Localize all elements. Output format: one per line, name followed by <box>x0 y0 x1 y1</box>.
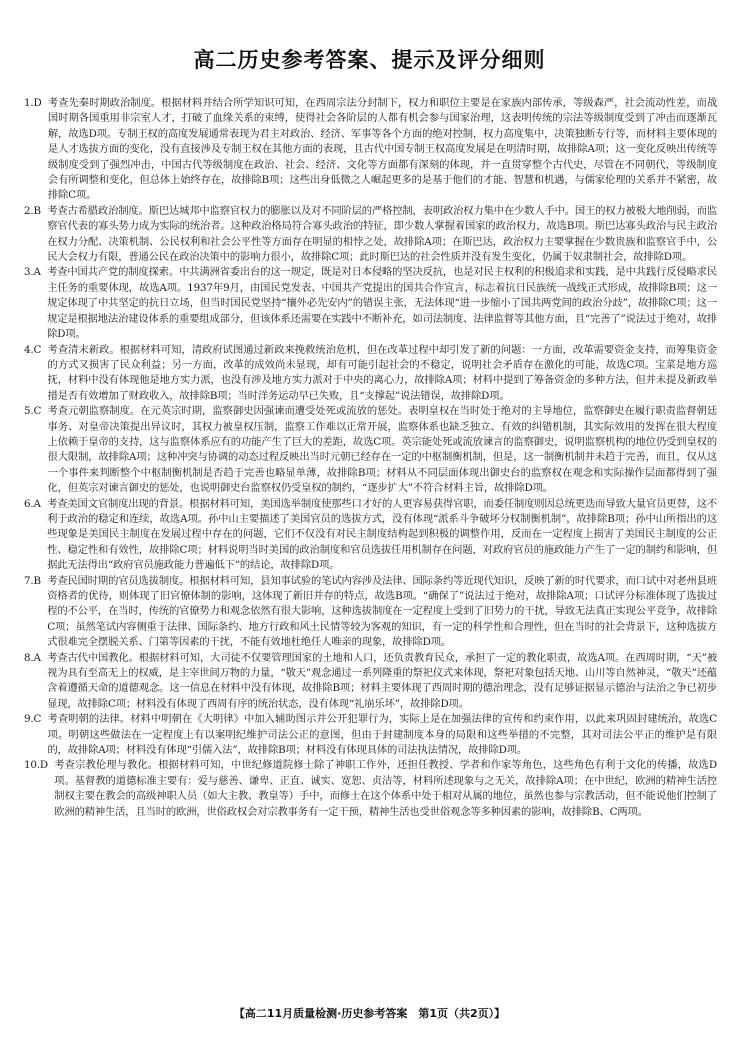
answer-explanation: 考查明朝的法律。材料中明朝在《大明律》中加入辅助图示并公开犯罪行为，实际上是在加强法律的宣传和约束作用，以此来巩固封建统治，故选C项。明朝这些做法在一定程度上有以案明纪维护司法公正的意图，但由于封建制度本身的局限和这些举措的不完整，其对司法公平正的维护是有限的，故排除A项；材料没有体现“引儒入法”，故排除B项；材料没有体现具体的司法执法情况，故排除D项。 <box>47 713 717 757</box>
answer-number: 7.B <box>24 574 48 587</box>
answer-explanation: 考查民国时期的官员选拔制度。根据材料可知，县知事试验的笔试内容涉及法律、国际条约等近现代知识，反映了新的时代要求，而口试中对老州县班资格者的优待，则体现了旧官僚体制的影响，这体现了新旧并存的特点，故选B项。“确保了”说法过于绝对，故排除A项；口试评分标准体现了选拔过程的不公平，在当时，传统的官僚势力和观念依然有很大影响，这种选拔制度在一定程度上受到了旧势力的干扰，导致无法真正实现公平竞争，故排除C项；虽然笔试内容侧重于法律、国际条约、地方行政和风土民情等较为客观的知识，有一定的科学性和合理性，但在当时的社会背景下，这种选拔方式很难完全摆脱关系、门第等因素的干扰，不能有效地杜绝任人唯亲的现象，故排除D项。 <box>47 574 717 649</box>
answer-explanation: 考查古代中国教化。根据材料可知，大司徒不仅要管理国家的土地和人口，还负责教育民众，承担了一定的教化职责，故选A项。在西周时期，“天”被视为具有至高无上的权威，是主宰世间万物的力量，“敬天”观念通过一系列隆重的祭祀仪式来体现，祭祀对象包括天地、山川等自然神灵，“敬天”还蕴含着遵循天命的道德观念。这一信息在材料中没有体现，故排除B项；材料主要体现了西周时期的德治理念，没有足够证据显示德治与法治之争已初步显现，故排除C项；材料没有体现了西周有序的统治状态，没有体现“礼崩乐坏”，故排除D项。 <box>47 651 717 710</box>
answer-explanation: 考查美国文官制度出现的背景。根据材料可知，美国选举制度使那些口才好的人更容易获得官职，而委任制度则因总统更迭而导致大量官员更替，这不利于政治的稳定和连续，故选A项。孙中山主要描述了美国官员的选拔方式，没有体现“派系斗争破坏分权制衡机制”，故排除B项；孙中山所指出的这些现象是美国民主制度在发展过程中存在的问题，它们不仅没有对民主制度结构起到积极的调整作用，反而在一定程度上损害了美国民主制度的公正性、稳定性和有效性，故排除C项；材料说明当时美国的政治制度和官员选拔任用机制存在问题，对政府官员的施政能力产生了一定的制约和影响，但据此无法得出“政府官员施政能力普遍低下”的结论，故排除D项。 <box>47 497 717 572</box>
answer-explanation: 考查中国共产党的制度探索。中共满洲省委出台的这一规定，既是对日本侵略的坚决反抗，也是对民主权利的积极追求和实践，是中共践行反侵略求民主任务的重要体现，故选A项。1937年9月，由国民党发表、中国共产党提出的国共合作宣言，标志着抗日民族统一战线正式形成，故排除B项；这一规定体现了中共坚定的抗日立场，但当时国民党坚持“攘外必先安内”的错误主张，无法体现“进一步缩小了国共两党间的政治分歧”，故排除C项；这一规定是根据地法治建设体系的重要组成部分，但该体系还需要在实践中不断补充，如司法制度、法律监督等其他方面，且“完善了”说法过于绝对，故排除D项。 <box>47 266 717 341</box>
answer-number: 6.A <box>24 497 48 510</box>
answer-item <box>24 265 717 342</box>
page-footer: 【高二11月质量检测·历史参考答案 第1页（共2页）】 <box>233 1007 506 1020</box>
answer-number: 3.A <box>24 266 48 279</box>
answer-number: 10.D <box>24 759 55 772</box>
answer-explanation: 考查清末新政。根据材料可知，清政府试图通过新政来挽救统治危机，但在改革过程中却引发了新的问题：一方面，改革需要资金支持，而筹集资金的方式又损害了民众利益；另一方面，改革的成效尚未显现，却有可能引起社会的不稳定，说明社会矛盾存在激化的可能，故选C项。宝菜是地方巡抚，材料中没有体现他是地方实力派，也没有涉及地方实力派对于中央的离心力，故排除A项；材料中提到了筹备资金的多种方法，但并未提及新政举措是否有效增加了财政收入，故排除B项；当时洋务运动早已失败，且“支撑起”说法错误，故排除D项。 <box>47 343 717 402</box>
page-title: 高二历史参考答案、提示及评分细则 <box>193 48 546 72</box>
answer-explanation: 考查元朝监察制度。在元英宗时期，监察御史因强谏而遭受处死或流放的惩处。表明皇权在当时处于绝对的主导地位，监察御史在履行职责监督朝廷事务、对皇帝决策提出异议时，其权力被皇权压制，监察工作难以正常开展，监察体系也缺乏独立、有效的纠错机制，其实际效用的发挥在很大程度上依赖于皇帝的支持，这与监察体系应有的功能产生了巨大的差距，故选C项。英宗能处死或流放谏言的监察御史，说明监察机构的地位仍受到皇权的很大限制，故排除A项；这种冲突与协调的动态过程反映出当时元朝已经存在一定的中枢制衡机制，但是，这一制衡机制并未趋于完善，而且，仅从这一个事件来判断整个中枢制衡机制是否趋于完善也略显单薄，故排除B项；材料从不同层面体现出御史台的监察权在观念和实际操作层面都得到了强化，但英宗对谏言御史的惩处，也说明御史台监察权仍受皇权的制约，“逐步扩大”不符合材料主旨，故排除D项。 <box>47 405 717 495</box>
answer-item <box>24 574 717 651</box>
answer-list <box>24 96 717 820</box>
answer-number: 1.D <box>24 97 48 109</box>
answer-item <box>24 758 717 820</box>
answer-explanation: 考查先秦时期政治制度。根据材料并结合所学知识可知，在西周宗法分封制下，权力和职位主要是在家族内部传承，等级森严，社会流动性差，而战国时期各国重用非宗室人才，打破了血缘关系的束缚，使得社会各阶层的人都有机会参与国家治理，这表明传统的宗法等级制度受到了冲击而逐渐瓦解，故选D项。专制王权的高度发展通常表现为君主对政治、经济、军事等各个方面的绝对控制，权力高度集中，决策独断专行等，而材料主要体现的是人才选拔方面的变化，没有直接涉及专制王权在其他方面的表现，且古代中国专制王权高度发展是在明清时期，故排除A项；这一变化反映出传统等级制度受到了强烈冲击，中国古代等级制度在政治、社会、经济、文化等方面都有深刻的体现，并一直贯穿整个古代史，尽管在不同朝代，等级制度会有所调整和变化，但总体上始终存在，故排除B项；这些出身低微之人崛起更多的是基于他们的才能、智慧和机遇，与儒家伦理的关系并不紧密，故排除C项。 <box>47 97 717 202</box>
answer-number: 5.C <box>24 405 48 418</box>
answer-number: 4.C <box>24 343 48 356</box>
answer-explanation: 考查古希腊政治制度。斯巴达城邦中监察官权力的膨胀以及对不同阶层的严格控制，表明政治权力集中在少数人手中。国王的权力被极大地削弱，而监察官代表的寡头势力成为实际的统治者。这种政治格局符合寡头政治的特征，即少数人掌握着国家的政治权力，故选B项。斯巴达寡头政治与民主政治在权力分配、决策机制、公民权利和社会公平性等方面存在明显的相悖之处，故排除A项；在斯巴达，政治权力主要掌握在少数贵族和监察官手中，公民大会权力有限，普通公民在政治决策中的影响力很小，故排除C项；此时斯巴达的社会性质并没有发生变化，仍属于奴隶制社会，故排除D项。 <box>47 204 717 264</box>
answer-item <box>24 712 717 758</box>
answer-item <box>24 343 717 405</box>
answer-item <box>24 204 717 266</box>
answer-item <box>24 497 717 574</box>
answer-item <box>24 651 717 713</box>
answer-explanation: 考查宗教伦理与教化。根据材料可知，中世纪修道院修士除了神职工作外，还担任教授、学者和作家等角色，这些角色有利于文化的传播，故选D项。基督教的道德标准主要有：爱与慈善、谦卑、正直、诚实、宽恕、贞洁等，材料所述现象与之无关，故排除A项；在中世纪，欧洲的精神生活控制权主要在教会的高级神职人员（如大主教、教皇等）手中，而修士在这个体系中处于相对从属的地位，虽然也参与宗教活动，但不能说他们控制了欧洲的精神生活，且当时的欧洲，世俗政权会对宗教事务有一定干预，精神生活也受世俗观念等多种因素的影响，故排除B、C两项。 <box>54 759 717 818</box>
answer-number: 2.B <box>24 204 48 217</box>
answer-item <box>24 96 717 204</box>
answer-item <box>24 404 717 496</box>
answer-number: 9.C <box>24 713 48 726</box>
answer-number: 8.A <box>24 651 48 664</box>
